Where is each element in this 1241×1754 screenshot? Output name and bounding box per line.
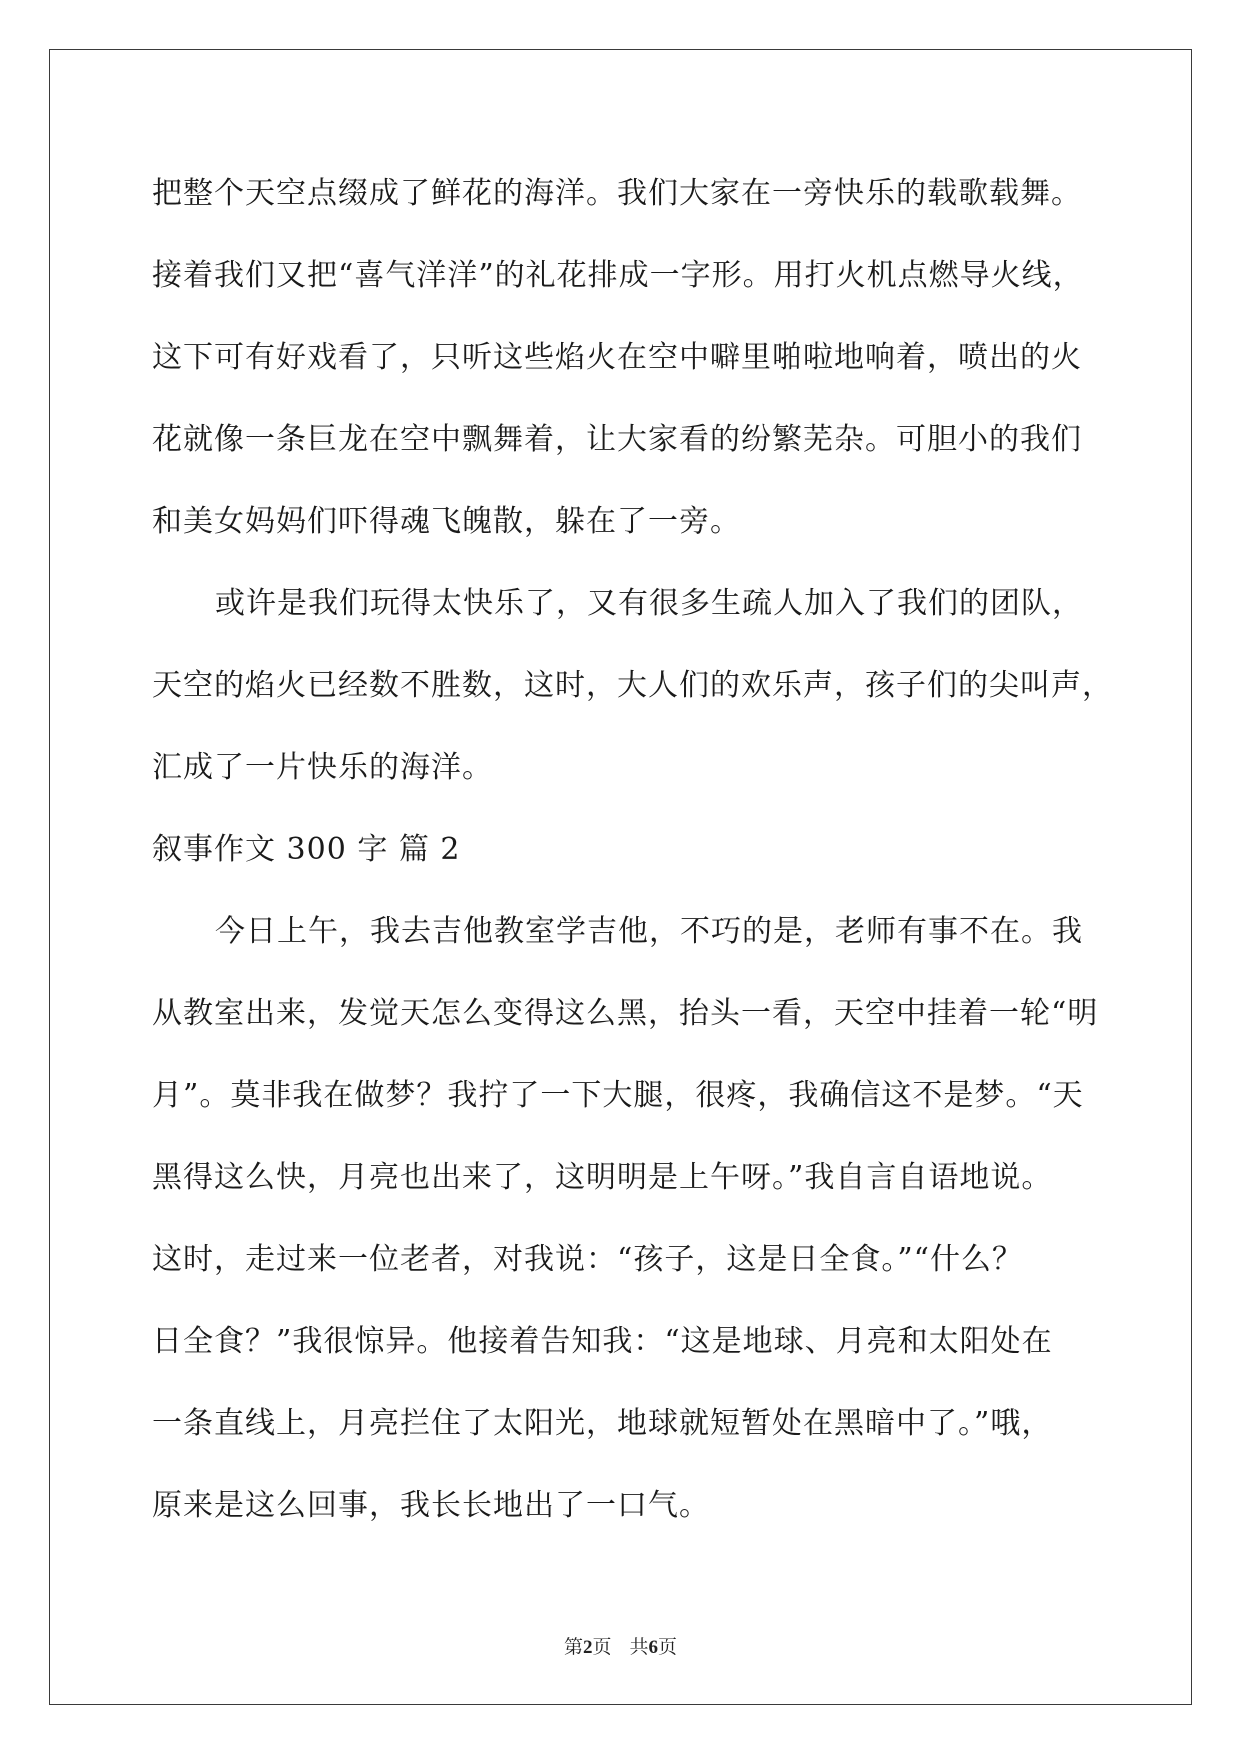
paragraph-line: 接着我们又把“喜气洋洋”的礼花排成一字形。用打火机点燃导火线，: [152, 258, 1084, 293]
paragraph-line: 月”。莫非我在做梦？我拧了一下大腿，很疼，我确信这不是梦。“天: [152, 1078, 1084, 1113]
paragraph-line: 和美女妈妈们吓得魂飞魄散，躲在了一旁。: [152, 504, 741, 539]
paragraph-line: 花就像一条巨龙在空中飘舞着，让大家看的纷繁芜杂。可胆小的我们: [152, 422, 1082, 457]
section-heading: 叙事作文 300 字 篇 2: [152, 832, 461, 867]
total-prefix: 共: [629, 1637, 649, 1658]
paragraph-line: 一条直线上，月亮拦住了太阳光，地球就短暂处在黑暗中了。”哦，: [152, 1406, 1053, 1441]
paragraph-line: 汇成了一片快乐的海洋。: [152, 750, 493, 785]
paragraph-line: 黑得这么快，月亮也出来了，这明明是上午呀。”我自言自语地说。: [152, 1160, 1053, 1195]
total-page-count: 6: [648, 1637, 659, 1658]
document-body: [152, 153, 1112, 1547]
paragraph-line: 这时，走过来一位老者，对我说：“孩子，这是日全食。”“什么？: [152, 1242, 1024, 1277]
page-prefix: 第: [563, 1637, 583, 1658]
paragraph-line: 原来是这么回事，我长长地出了一口气。: [152, 1488, 710, 1523]
total-suffix: 页: [658, 1637, 678, 1658]
page-footer: [0, 1632, 1241, 1659]
paragraph-line: 今日上午，我去吉他教室学吉他，不巧的是，老师有事不在。我: [215, 914, 1083, 949]
paragraph-line: 把整个天空点缀成了鲜花的海洋。我们大家在一旁快乐的载歌载舞。: [152, 176, 1082, 211]
paragraph-line: 天空的焰火已经数不胜数，这时，大人们的欢乐声，孩子们的尖叫声，: [152, 668, 1113, 703]
paragraph-line: 从教室出来，发觉天怎么变得这么黑，抬头一看，天空中挂着一轮“明: [152, 996, 1099, 1031]
page-suffix: 页: [592, 1637, 612, 1658]
paragraph-line: 或许是我们玩得太快乐了，又有很多生疏人加入了我们的团队，: [215, 586, 1083, 621]
current-page-number: 2: [582, 1637, 593, 1658]
paragraph-line: 这下可有好戏看了，只听这些焰火在空中噼里啪啦地响着，喷出的火: [152, 340, 1082, 375]
paragraph-line: 日全食？”我很惊异。他接着告知我：“这是地球、月亮和太阳处在: [152, 1324, 1053, 1359]
